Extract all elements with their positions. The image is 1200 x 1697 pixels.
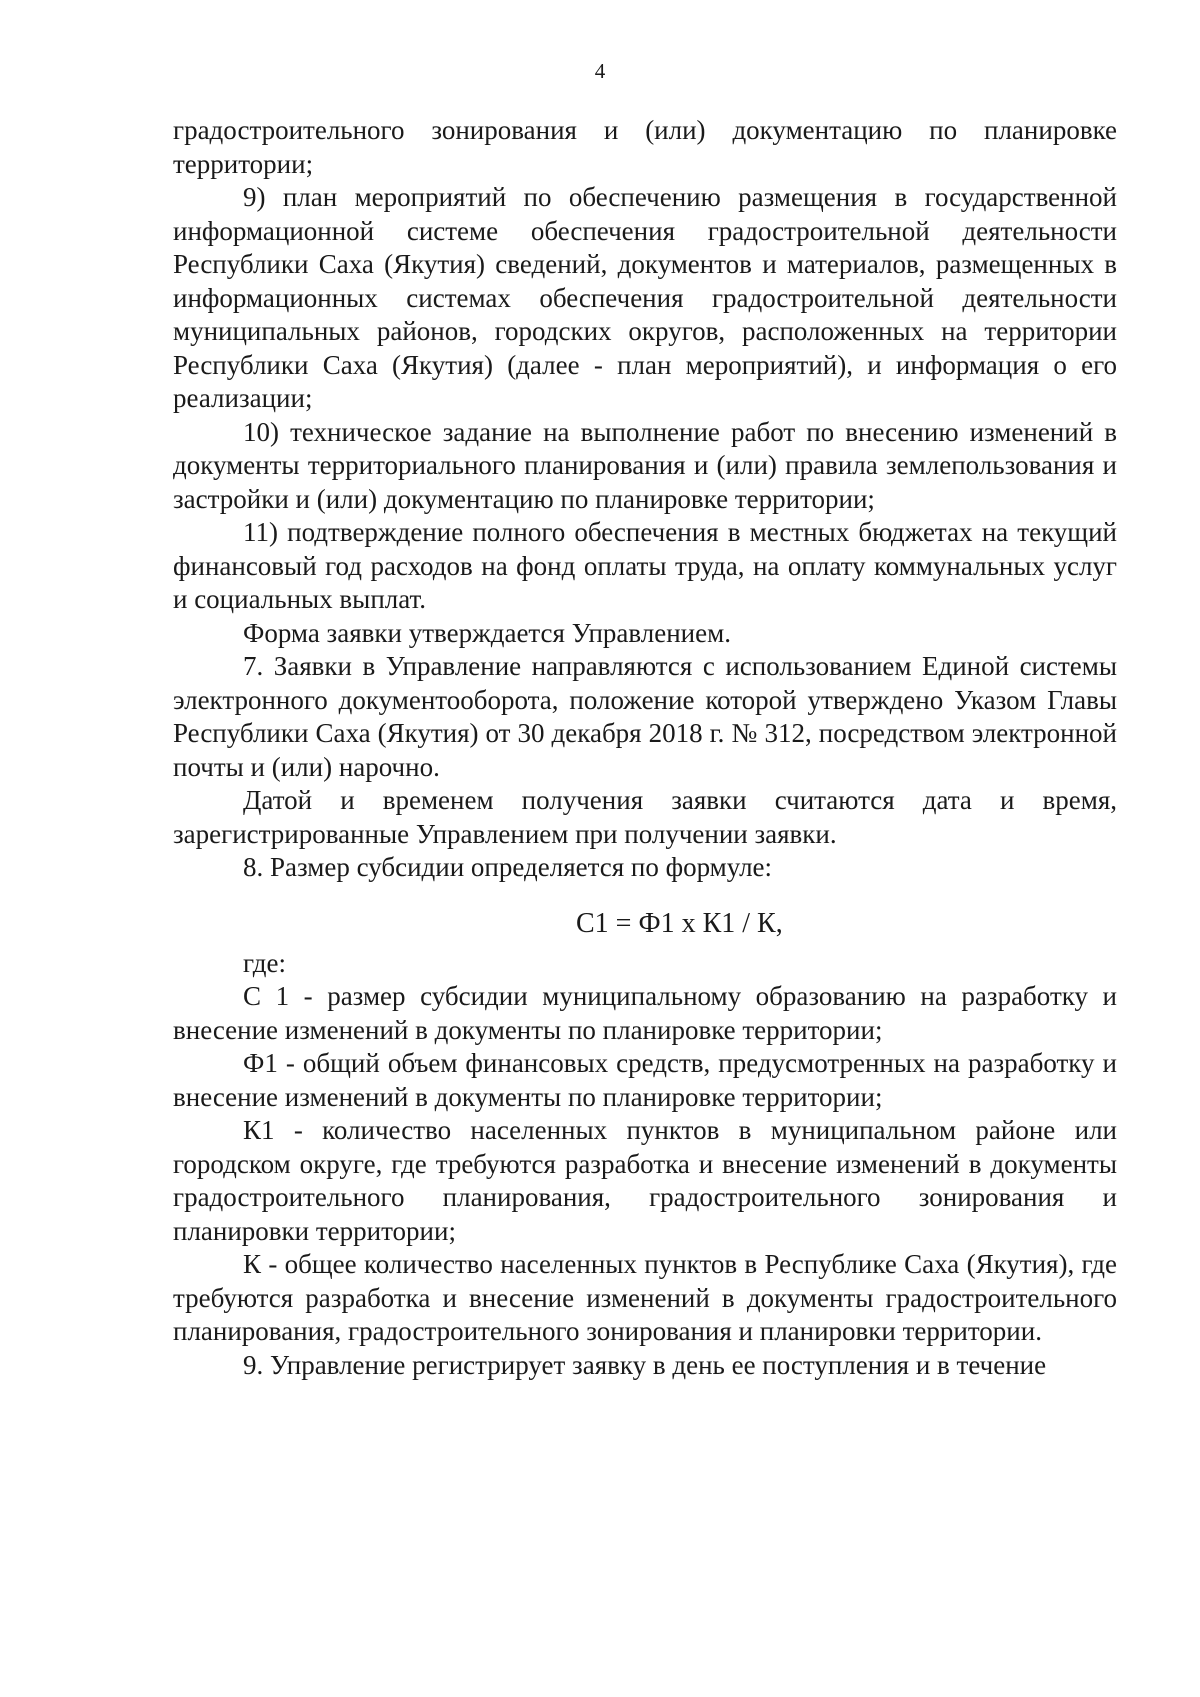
document-body	[173, 114, 1117, 1382]
page-number: 4	[594, 59, 606, 83]
definition-k1: К1 - количество населенных пунктов в муниципальном районе или городском округе, где требуются разработка и внесение изменений в документы градостроительного планирования, градостроительного зонирования и планировки территории;	[173, 1115, 1117, 1246]
paragraph-receipt-date: Датой и временем получения заявки считаются дата и время, зарегистрированные Управлением при получении заявки.	[173, 785, 1117, 849]
paragraph-section-9: 9. Управление регистрирует заявку в день ее поступления и в течение	[243, 1349, 1047, 1380]
paragraph-continuation: градостроительного зонирования и (или) документацию по планировке территории;	[173, 115, 1117, 179]
paragraph-item-10: 10) техническое задание на выполнение работ по внесению изменений в документы территориального планирования и (или) правила землепользования и застройки и (или) документацию по планировке территории;	[173, 416, 1117, 514]
definition-c1: С 1 - размер субсидии муниципальному образованию на разработку и внесение изменений в документы по планировке территории;	[173, 981, 1117, 1045]
paragraph-item-9: 9) план мероприятий по обеспечению размещения в государственной информационной системе обеспечения градостроительной деятельности Республики Саха (Якутия) сведений, документов и материалов, размещенных в информационных системах обеспечения градостроительной деятельности муниципальных районов, городских округов, расположенных на территории Республики Саха (Якутия) (далее - план мероприятий), и информация о его реализации;	[173, 182, 1117, 413]
paragraph-form-approval: Форма заявки утверждается Управлением.	[243, 617, 731, 648]
definition-k: К - общее количество населенных пунктов в Республике Саха (Якутия), где требуются разработка и внесение изменений в документы градостроительного планирования, градостроительного зонирования и планировки территории.	[173, 1249, 1117, 1346]
definition-f1: Ф1 - общий объем финансовых средств, предусмотренных на разработку и внесение изменений в документы по планировке территории;	[173, 1048, 1117, 1112]
paragraph-item-11: 11) подтверждение полного обеспечения в местных бюджетах на текущий финансовый год расходов на фонд оплаты труда, на оплату коммунальных услуг и социальных выплат.	[173, 517, 1117, 614]
subsidy-formula: С1 = Ф1 х К1 / К,	[576, 907, 783, 939]
paragraph-section-7: 7. Заявки в Управление направляются с использованием Единой системы электронного документооборота, положение которой утверждено Указом Главы Республики Саха (Якутия) от 30 декабря 2018 г. № 312, посредством электронной почты и (или) нарочно.	[173, 651, 1117, 782]
paragraph-where: где:	[243, 947, 286, 978]
paragraph-section-8: 8. Размер субсидии определяется по формуле:	[243, 852, 773, 882]
